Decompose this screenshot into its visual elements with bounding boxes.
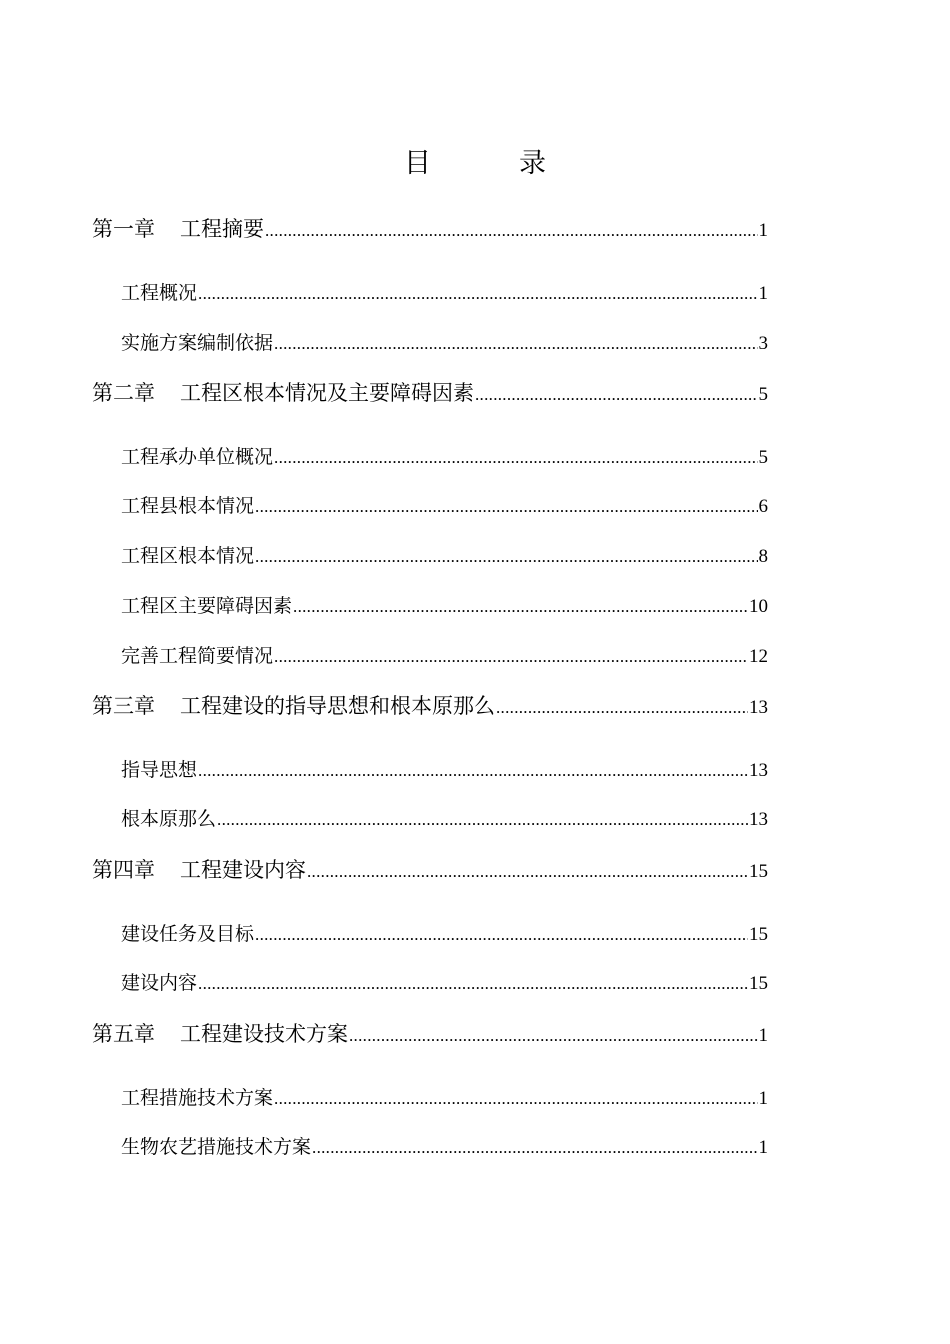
toc-page-number: 1 [758, 1025, 768, 1046]
toc-entry-title: 根本原那么 [121, 808, 217, 830]
toc-page-number: 5 [758, 447, 768, 468]
toc-entry-title: 工程县根本情况 [121, 495, 255, 517]
toc-page-number: 13 [749, 760, 768, 781]
toc-page-number: 3 [758, 333, 768, 354]
toc-dot-leader [293, 591, 748, 623]
toc-entry-title: 工程建设内容 [180, 858, 306, 882]
toc-entry-number: 第四章 [92, 858, 155, 882]
toc-dot-leader [475, 378, 758, 412]
toc-page-number: 1 [758, 1088, 768, 1109]
toc-page-number: 5 [758, 384, 768, 405]
toc-entry-title: 完善工程简要情况 [121, 645, 274, 667]
toc-section-entry[interactable] [121, 490, 768, 522]
toc-section-entry[interactable] [121, 803, 768, 835]
toc-chapter-entry[interactable] [92, 376, 768, 410]
toc-dot-leader [255, 491, 757, 523]
toc-section-entry[interactable] [121, 590, 768, 622]
toc-page-number: 1 [758, 283, 768, 304]
toc-dot-leader [217, 804, 748, 836]
toc-dot-leader [198, 755, 748, 787]
toc-title: 目录 [404, 148, 634, 179]
toc-chapter-entry[interactable] [92, 212, 768, 246]
toc-page-number: 6 [758, 496, 768, 517]
toc-chapter-entry[interactable] [92, 689, 768, 723]
toc-dot-leader [274, 442, 757, 474]
toc-entry-title: 工程概况 [121, 282, 198, 304]
toc-entry-title: 工程摘要 [180, 217, 264, 241]
toc-section-entry[interactable] [121, 1082, 768, 1114]
toc-dot-leader [198, 278, 757, 310]
toc-entry-title: 工程区主要障碍因素 [121, 595, 293, 617]
toc-entry-number: 第二章 [92, 381, 155, 405]
toc-page-number: 13 [749, 809, 768, 830]
toc-page-number: 1 [758, 220, 768, 241]
toc-section-entry[interactable] [121, 640, 768, 672]
toc-entry-title: 工程区根本情况 [121, 545, 255, 567]
toc-page-number: 1 [758, 1137, 768, 1158]
toc-dot-leader [307, 855, 748, 889]
toc-page-number: 10 [749, 596, 768, 617]
toc-section-entry[interactable] [121, 277, 768, 309]
toc-entry-title: 工程措施技术方案 [121, 1087, 274, 1109]
toc-dot-leader [274, 1083, 757, 1115]
toc-entry-title: 实施方案编制依据 [121, 332, 274, 354]
toc-section-entry[interactable] [121, 327, 768, 359]
toc-dot-leader [255, 541, 757, 573]
toc-page-number: 13 [749, 697, 768, 718]
toc-page-number: 8 [758, 546, 768, 567]
toc-entry-title: 工程建设技术方案 [180, 1022, 348, 1046]
toc-section-entry[interactable] [121, 1131, 768, 1163]
toc-entry-title: 工程建设的指导思想和根本原那么 [180, 694, 495, 718]
toc-entry-title: 建设任务及目标 [121, 923, 255, 945]
toc-section-entry[interactable] [121, 918, 768, 950]
toc-entry-title: 工程承办单位概况 [121, 446, 274, 468]
toc-section-entry[interactable] [121, 967, 768, 999]
toc-page-number: 15 [749, 973, 768, 994]
toc-entry-title: 建设内容 [121, 972, 198, 994]
toc-page-number: 12 [749, 646, 768, 667]
toc-page-number: 15 [749, 861, 768, 882]
toc-section-entry[interactable] [121, 441, 768, 473]
toc-dot-leader [265, 214, 758, 248]
toc-entry-number: 第一章 [92, 217, 155, 241]
toc-page-number: 15 [749, 924, 768, 945]
toc-dot-leader [274, 328, 757, 360]
toc-entry-number: 第三章 [92, 694, 155, 718]
toc-dot-leader [349, 1019, 758, 1053]
toc-entry-title: 生物农艺措施技术方案 [121, 1136, 312, 1158]
toc-chapter-entry[interactable] [92, 1017, 768, 1051]
toc-dot-leader [496, 691, 748, 725]
toc-chapter-entry[interactable] [92, 853, 768, 887]
toc-dot-leader [255, 919, 748, 951]
toc-dot-leader [274, 641, 748, 673]
toc-dot-leader [312, 1132, 757, 1164]
toc-section-entry[interactable] [121, 540, 768, 572]
toc-section-entry[interactable] [121, 754, 768, 786]
toc-dot-leader [198, 968, 748, 1000]
toc-entry-number: 第五章 [92, 1022, 155, 1046]
toc-entry-title: 指导思想 [121, 759, 198, 781]
toc-entry-title: 工程区根本情况及主要障碍因素 [180, 381, 474, 405]
